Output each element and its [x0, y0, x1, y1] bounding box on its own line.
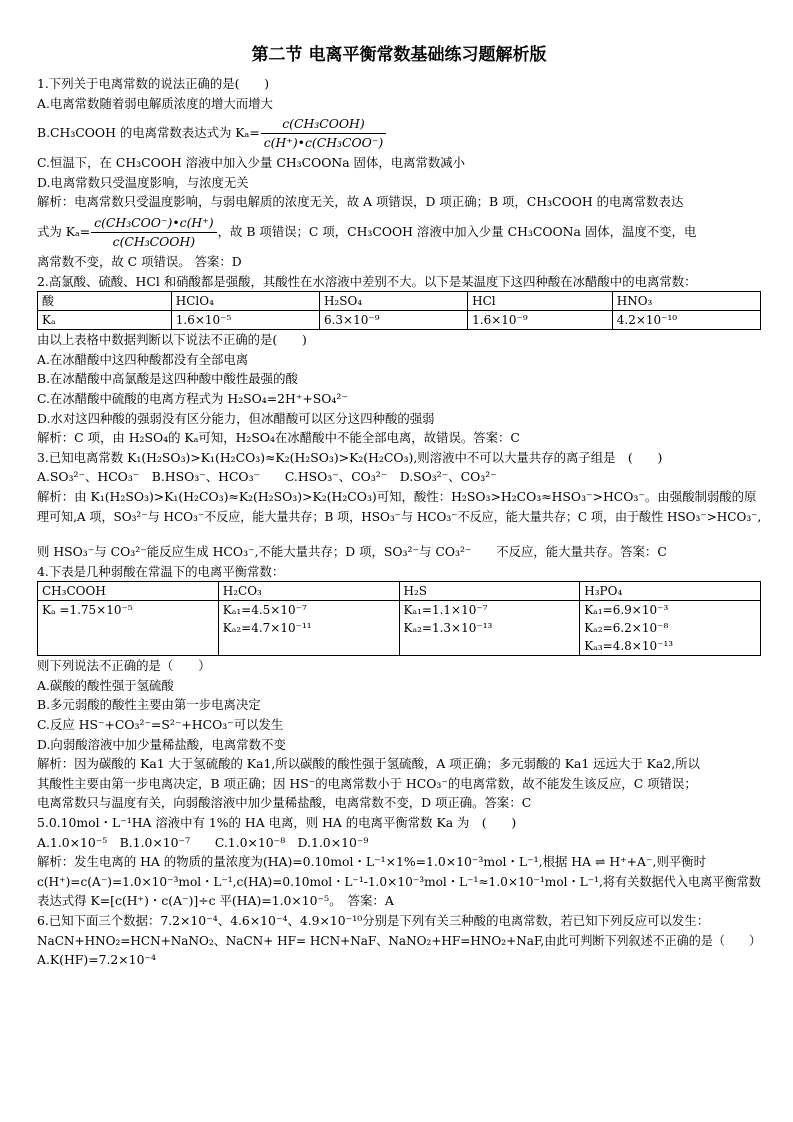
table-cell: HCl: [468, 292, 613, 311]
q5-analysis-3: 表达式得 K=[c(H⁺)・c(A⁻)]÷c 平(HA)=1.0×10⁻⁵。 答案：A: [37, 893, 394, 909]
table-cell: [218, 601, 399, 656]
q1-analysis-2: [37, 212, 761, 252]
q6-option-a: A.K(HF)=7.2×10⁻⁴: [37, 952, 156, 968]
q1-ka-numerator: c(CH₃COOH): [261, 115, 386, 134]
q1-analysis-2-prefix: 式为 Kₐ=: [37, 223, 91, 239]
table-header-cell: H₂S: [399, 582, 580, 601]
table-cell: [38, 601, 219, 656]
q2-option-c: C.在冰醋酸中硫酸的电离方程式为 H₂SO₄=2H⁺+SO₄²⁻: [37, 390, 348, 406]
table-row: [38, 601, 761, 656]
q1-ka-denominator: c(H⁺)•c(CH₃COO⁻): [263, 135, 384, 151]
q2-table: [37, 291, 761, 330]
table-cell: Kₐ: [38, 311, 172, 330]
q2-option-b: B.在冰醋酸中高氯酸是这四种酸中酸性最强的酸: [37, 371, 298, 387]
table-cell: 4.2×10⁻¹⁰: [612, 311, 760, 330]
cell-line: Kₐ₂=4.7×10⁻¹¹: [222, 621, 312, 636]
cell-line: Kₐ₁=1.1×10⁻⁷: [403, 603, 488, 618]
q6-stem: 6.已知下面三个数据：7.2×10⁻⁴、4.6×10⁻⁴、4.9×10⁻¹⁰分别是下列有关三种酸的电离常数，若已知下列反应可以发生：: [37, 913, 710, 928]
q5-options: A.1.0×10⁻⁵ B.1.0×10⁻⁷ C.1.0×10⁻⁸ D.1.0×10⁻⁹: [37, 834, 369, 850]
cell-line: Kₐ =1.75×10⁻⁵: [42, 603, 133, 618]
q4-option-b: B.多元弱酸的酸性主要由第一步电离决定: [37, 697, 261, 713]
table-header-cell: CH₃COOH: [38, 582, 219, 601]
table-cell: [580, 601, 761, 656]
cell-line: Kₐ₁=4.5×10⁻⁷: [222, 603, 307, 618]
worksheet-page: [37, 44, 761, 970]
q1-option-a: A.电离常数随着弱电解质浓度的增大而增大: [37, 95, 273, 111]
q2-option-d: D.水对这四种酸的强弱没有区分能力，但冰醋酸可以区分这四种酸的强弱: [37, 410, 435, 426]
q4-lead: 则下列说法不正确的是（ ）: [37, 658, 211, 674]
q1-option-b-prefix: B.CH₃COOH 的电离常数表达式为 Kₐ=: [37, 125, 260, 141]
q3-analysis-1: 解析：由 K₁(H₂SO₃)>K₁(H₂CO₃)≈K₂(H₂SO₃)>K₂(H₂CO₃)可知，酸性：H₂SO₃>H₂CO₃≈HSO₃⁻>HCO₃⁻。由强酸制弱酸的原: [37, 488, 757, 504]
q1-option-c: C.恒温下，在 CH₃COOH 溶液中加入少量 CH₃COONa 固体，电离常数减小: [37, 155, 466, 171]
q6-stem-2: NaCN+HNO₂=HCN+NaNO₂、NaCN+ HF= HCN+NaF、NaNO₂+HF=HNO₂+NaF,由此可判断下列叙述不正确的是（ ）: [37, 932, 762, 948]
q1-analysis-2-suffix: ，故 B 项错误；C 项，CH₃COOH 溶液中加入少量 CH₃COONa 固体，温度不变，电: [217, 223, 697, 239]
q2-lead: 由以上表格中数据判断以下说法不正确的是( ): [37, 332, 307, 348]
q4-option-a: A.碳酸的酸性强于氢硫酸: [37, 677, 174, 693]
table-cell: H₂SO₄: [319, 292, 467, 311]
q1-option-b: [37, 113, 761, 153]
q1-analysis-denominator: c(CH₃COOH): [112, 233, 196, 249]
q2-stem: 2.高氯酸、硫酸、HCl 和硝酸都是强酸，其酸性在水溶液中差别不大。以下是某温度下这四种酸在冰醋酸中的电离常数：: [37, 273, 697, 289]
q2-option-a: A.在冰醋酸中这四种酸都没有全部电离: [37, 351, 249, 367]
table-cell: 1.6×10⁻⁹: [468, 311, 613, 330]
q1-ka-fraction: [261, 115, 386, 152]
cell-line: Kₐ₃=4.8×10⁻¹³: [584, 639, 674, 654]
table-header-cell: H₃PO₄: [580, 582, 761, 601]
q4-stem: 4.下表是几种弱酸在常温下的电离平衡常数：: [37, 563, 285, 579]
cell-line: Kₐ₂=6.2×10⁻⁸: [584, 621, 669, 636]
q4-table: [37, 581, 761, 656]
table-cell: [399, 601, 580, 656]
q3-analysis-2: 理可知,A 项，SO₃²⁻与 HCO₃⁻不反应，能大量共存；B 项，HSO₃⁻与 HCO₃⁻不反应，能大量共存；C 项，由于酸性 HSO₃⁻>HCO₃⁻,: [37, 508, 762, 524]
q1-option-d: D.电离常数只受温度影响，与浓度无关: [37, 174, 249, 190]
q4-analysis-3: 电离常数只与温度有关，向弱酸溶液中加少量稀盐酸，电离常数不变，D 项正确。答案：C: [37, 795, 532, 811]
q1-analysis-fraction: [91, 214, 216, 251]
q1-analysis-1: 解析：电离常数只受温度影响，与弱电解质的浓度无关，故 A 项错误，D 项正确；B 项，CH₃COOH 的电离常数表达: [37, 194, 684, 210]
q4-analysis-2: 其酸性主要由第一步电离决定，B 项正确；因 HS⁻的电离常数小于 HCO₃⁻的电离常数，故不能发生该反应，C 项错误；: [37, 775, 697, 791]
table-row: [38, 292, 761, 311]
table-header-cell: H₂CO₃: [218, 582, 399, 601]
table-row: [38, 311, 761, 330]
q5-stem: 5.0.10mol・L⁻¹HA 溶液中有 1%的 HA 电离，则 HA 的电离平衡常数 Ka 为 ( ): [37, 815, 517, 831]
q3-stem: 3.已知电离常数 K₁(H₂SO₃)>K₁(H₂CO₃)≈K₂(H₂SO₃)>K₂(H₂CO₃),则溶液中不可以大量共存的离子组是 ( ): [37, 449, 663, 465]
table-cell: 1.6×10⁻⁵: [171, 311, 319, 330]
q1-analysis-numerator: c(CH₃COO⁻)•c(H⁺): [91, 214, 216, 233]
cell-line: Kₐ₂=1.3×10⁻¹³: [403, 621, 493, 636]
q3-analysis-3: 则 HSO₃⁻与 CO₃²⁻能反应生成 HCO₃⁻,不能大量共存；D 项，SO₃²⁻与 CO₃²⁻ 不反应，能大量共存。答案：C: [37, 544, 667, 560]
q4-option-c: C.反应 HS⁻+CO₃²⁻=S²⁻+HCO₃⁻可以发生: [37, 717, 284, 733]
q1-stem: 1.下列关于电离常数的说法正确的是( ): [37, 76, 270, 91]
q3-options: A.SO₃²⁻、HCO₃⁻ B.HSO₃⁻、HCO₃⁻ C.HSO₃⁻、CO₃²⁻ D.SO₃²⁻、CO₃²⁻: [37, 469, 497, 485]
table-row: [38, 582, 761, 601]
q5-analysis-1: 解析：发生电离的 HA 的物质的量浓度为(HA)=0.10mol・L⁻¹×1%=1.0×10⁻³mol・L⁻¹,根据 HA ⇌ H⁺+A⁻,则平衡时: [37, 854, 707, 870]
q1-analysis-3: 离常数不变，故 C 项错误。 答案：D: [37, 253, 242, 269]
q4-analysis-1: 解析：因为碳酸的 Ka1 大于氢硫酸的 Ka1,所以碳酸的酸性强于氢硫酸，A 项正确；多元弱酸的 Ka1 远远大于 Ka2,所以: [37, 756, 700, 772]
q4-option-d: D.向弱酸溶液中加少量稀盐酸，电离常数不变: [37, 736, 286, 752]
page-title: 第二节 电离平衡常数基础练习题解析版: [251, 45, 547, 65]
table-cell: HClO₄: [171, 292, 319, 311]
table-cell: 6.3×10⁻⁹: [319, 311, 467, 330]
q5-analysis-2: c(H⁺)=c(A⁻)=1.0×10⁻³mol・L⁻¹,c(HA)=0.10mol・L⁻¹-1.0×10⁻³mol・L⁻¹≈1.0×10⁻¹mol・L⁻¹,将有关数据代入电离平衡常数: [37, 873, 761, 889]
table-cell: 酸: [38, 292, 172, 311]
table-cell: HNO₃: [612, 292, 760, 311]
q2-analysis: 解析：C 项，由 H₂SO₄的 Kₐ可知，H₂SO₄在冰醋酸中不能全部电离，故错误。答案：C: [37, 430, 520, 446]
cell-line: Kₐ₁=6.9×10⁻³: [584, 603, 669, 618]
